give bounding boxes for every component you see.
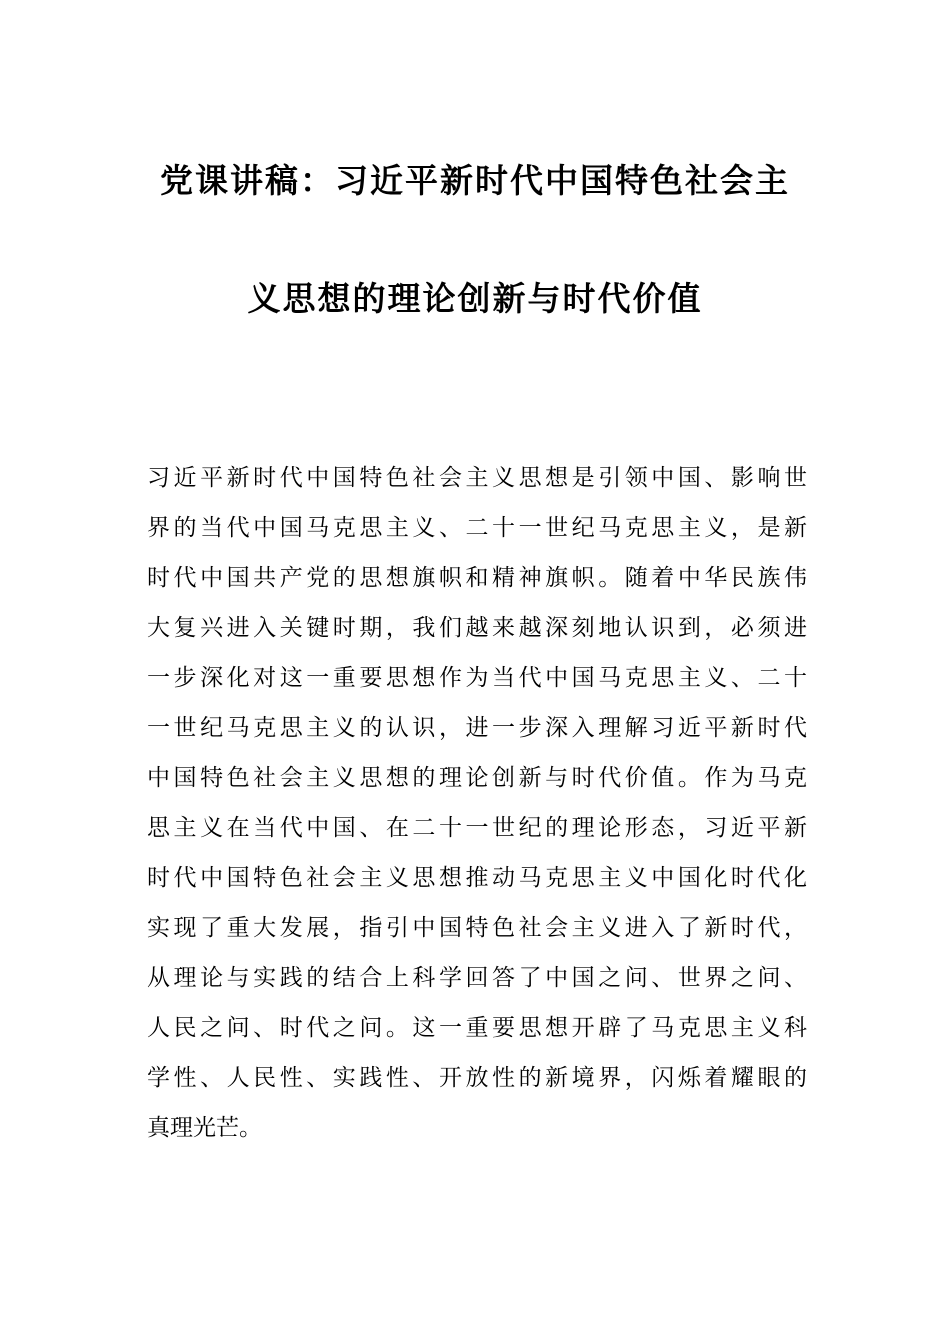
paragraph-line: 大复兴进入关键时期，我们越来越深刻地认识到，必须进 bbox=[147, 615, 807, 641]
paragraph-line: 一世纪马克思主义的认识，进一步深入理解习近平新时代 bbox=[147, 715, 807, 741]
paragraph-line: 时代中国特色社会主义思想推动马克思主义中国化时代化 bbox=[147, 865, 807, 891]
paragraph-line: 学性、人民性、实践性、开放性的新境界，闪烁着耀眼的 bbox=[147, 1065, 807, 1091]
paragraph-line: 真理光芒。 bbox=[147, 1115, 262, 1141]
paragraph-line: 实现了重大发展，指引中国特色社会主义进入了新时代， bbox=[147, 915, 807, 941]
paragraph-line: 界的当代中国马克思主义、二十一世纪马克思主义，是新 bbox=[147, 515, 807, 541]
paragraph-line: 从理论与实践的结合上科学回答了中国之问、世界之问、 bbox=[147, 965, 807, 991]
paragraph-line: 中国特色社会主义思想的理论创新与时代价值。作为马克 bbox=[147, 765, 807, 791]
document-title-line-2: 义思想的理论创新与时代价值 bbox=[247, 279, 703, 318]
paragraph-line: 人民之问、时代之问。这一重要思想开辟了马克思主义科 bbox=[147, 1015, 807, 1041]
paragraph-line: 一步深化对这一重要思想作为当代中国马克思主义、二十 bbox=[147, 665, 807, 691]
paragraph-line: 习近平新时代中国特色社会主义思想是引领中国、影响世 bbox=[147, 465, 807, 491]
paragraph-line: 思主义在当代中国、在二十一世纪的理论形态，习近平新 bbox=[147, 815, 807, 841]
document-title-line-1: 党课讲稿：习近平新时代中国特色社会主 bbox=[160, 161, 790, 200]
paragraph-line: 时代中国共产党的思想旗帜和精神旗帜。随着中华民族伟 bbox=[147, 565, 807, 591]
